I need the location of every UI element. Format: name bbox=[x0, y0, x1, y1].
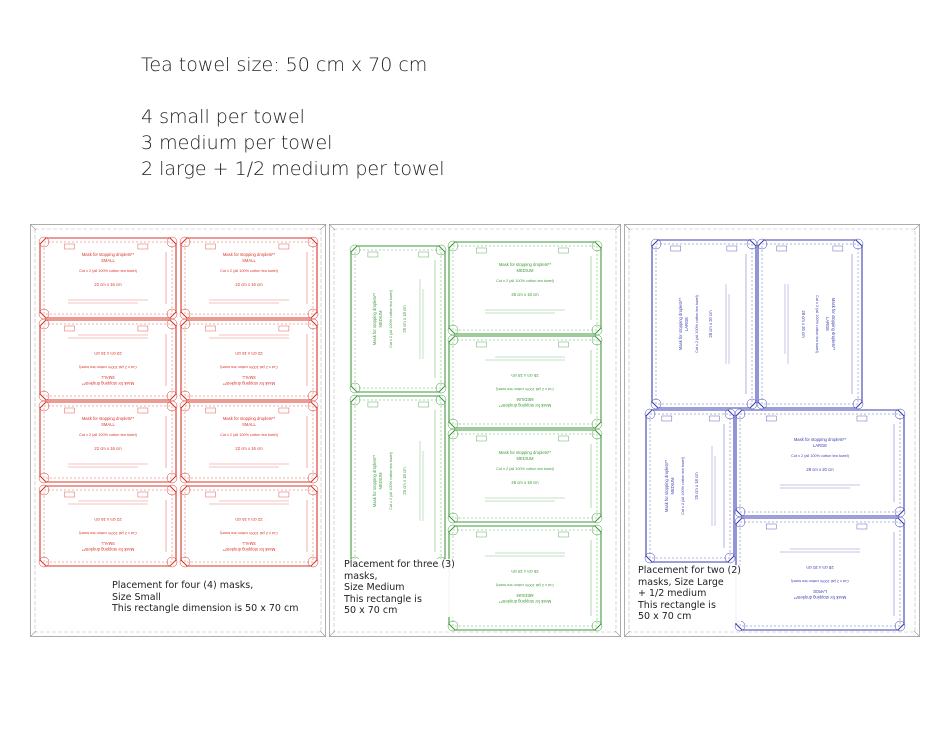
pleat-mark bbox=[64, 408, 74, 413]
mask-label-text: 22 cm x 16 cm bbox=[94, 446, 122, 451]
caption-line: Size Small bbox=[112, 591, 161, 603]
pleat-mark bbox=[64, 326, 74, 331]
mask-label-text: SMALL bbox=[242, 375, 256, 380]
mask-pattern-piece bbox=[448, 429, 602, 523]
mask-label-text: 28 cm x 20 cm bbox=[806, 467, 834, 472]
caption-line: Placement for four (4) masks, bbox=[112, 580, 254, 591]
pleat-mark bbox=[558, 342, 568, 347]
pleat-mark bbox=[138, 492, 148, 497]
small-mask-layout bbox=[30, 224, 326, 637]
mask-label-text: Mask for stopping droplets** bbox=[793, 595, 847, 600]
pleat-mark bbox=[766, 416, 776, 421]
medium-per-towel-line: 3 medium per towel bbox=[141, 132, 333, 154]
mask-label-text: Cut x 2 (all 100% cotton tea towel) bbox=[496, 279, 554, 283]
mask-label-text: Mask for stopping droplets** bbox=[678, 297, 683, 351]
seam-allowance bbox=[740, 414, 900, 512]
mask-outline bbox=[351, 246, 445, 392]
mask-label-text: Mask for stopping droplets** bbox=[372, 292, 377, 346]
seam-allowance bbox=[453, 340, 597, 424]
mask-label-text: MEDIUM bbox=[516, 593, 534, 598]
seam-allowance bbox=[656, 244, 752, 404]
corner-mark bbox=[624, 631, 630, 637]
seam-allowance bbox=[453, 434, 597, 518]
mask-pattern-piece bbox=[39, 401, 177, 483]
mask-outline bbox=[40, 238, 176, 318]
mask-outline bbox=[652, 240, 756, 408]
mask-label-text: MEDIUM bbox=[516, 397, 534, 402]
mask-label-group bbox=[780, 549, 860, 600]
mask-label-text: Mask for stopping droplets** bbox=[793, 437, 847, 442]
mask-label-text: MEDIUM bbox=[378, 472, 383, 490]
mask-pattern-piece bbox=[180, 401, 318, 483]
mask-label-text: SMALL bbox=[101, 541, 115, 546]
mask-label-text: Cut x 2 (all 100% cotton tea towel) bbox=[791, 454, 849, 458]
mask-label-text: Cut x 2 (all 100% cotton tea towel) bbox=[389, 290, 393, 348]
pleat-mark bbox=[368, 252, 378, 257]
seam-allowance bbox=[650, 414, 730, 558]
pleat-mark bbox=[558, 436, 568, 441]
pleat-mark bbox=[857, 416, 867, 421]
mask-outline bbox=[736, 410, 904, 516]
pleat-mark bbox=[766, 524, 776, 529]
mask-label-text: Cut x 2 (all 100% cotton tea towel) bbox=[220, 269, 278, 273]
mask-outline bbox=[758, 240, 862, 408]
mask-label-text: 22 cm x 16 cm bbox=[94, 351, 122, 356]
outer-frame bbox=[31, 225, 326, 637]
medium-placement-sheet bbox=[329, 224, 621, 637]
mask-pattern-piece bbox=[735, 409, 905, 517]
mask-outline bbox=[40, 320, 176, 400]
seam-allowance bbox=[762, 244, 858, 404]
mask-label-text: Cut x 2 (all 100% cotton tea towel) bbox=[79, 365, 137, 369]
mask-label-group bbox=[372, 279, 423, 359]
mask-label-text: Cut x 2 (all 100% cotton tea towel) bbox=[791, 579, 849, 583]
pleat-mark bbox=[671, 246, 681, 251]
pleat-mark bbox=[662, 416, 672, 421]
pleat-mark bbox=[138, 326, 148, 331]
corner-mark bbox=[914, 631, 920, 637]
mask-outline bbox=[181, 486, 317, 566]
mask-label-group bbox=[209, 416, 289, 467]
pleat-mark bbox=[558, 532, 568, 537]
mask-label-text: SMALL bbox=[101, 422, 115, 427]
mask-label-text: SMALL bbox=[242, 422, 256, 427]
mask-outline bbox=[736, 518, 904, 630]
mask-label-group bbox=[209, 252, 289, 303]
mask-pattern-piece bbox=[448, 241, 602, 335]
mask-outline bbox=[181, 238, 317, 318]
caption-line: 50 x 70 cm bbox=[344, 605, 398, 616]
mask-label-text: Cut x 2 (all 100% cotton tea towel) bbox=[79, 531, 137, 535]
mask-outline bbox=[449, 336, 601, 428]
mask-label-text: Cut x 2 (all 100% cotton tea towel) bbox=[695, 295, 699, 353]
mask-pattern-piece bbox=[735, 517, 905, 631]
mask-label-text: 28 cm x 20 cm bbox=[801, 310, 806, 338]
mask-label-text: 25 cm x 18 cm bbox=[511, 569, 539, 574]
medium-placement-caption bbox=[344, 559, 455, 617]
caption-line: masks, Size Large bbox=[638, 576, 724, 588]
caption-line: This rectangle dimension is 50 x 70 cm bbox=[112, 603, 299, 614]
small-per-towel-line: 4 small per towel bbox=[141, 106, 305, 128]
mask-label-text: Mask for stopping droplets** bbox=[222, 547, 276, 552]
pleat-mark bbox=[419, 402, 429, 407]
mask-label-group bbox=[485, 450, 565, 501]
mask-pattern-piece bbox=[350, 395, 446, 567]
caption-line: This rectangle is bbox=[344, 593, 422, 605]
mask-label-group bbox=[209, 501, 289, 552]
mask-outline bbox=[181, 320, 317, 400]
mask-label-group bbox=[780, 437, 860, 488]
mask-label-text: 25 cm x 18 cm bbox=[694, 472, 699, 500]
mask-label-text: Mask for stopping droplets** bbox=[498, 450, 552, 455]
pleat-mark bbox=[709, 416, 719, 421]
corner-mark bbox=[615, 631, 621, 637]
mask-pattern-piece bbox=[651, 239, 757, 409]
pleat-mark bbox=[205, 408, 215, 413]
mask-label-text: Cut x 2 (all 100% cotton tea towel) bbox=[815, 295, 819, 353]
mask-label-text: Mask for stopping droplets** bbox=[81, 416, 135, 421]
mask-label-text: MEDIUM bbox=[516, 456, 534, 461]
mask-label-text: LARGE bbox=[812, 589, 828, 594]
mask-label-text: 22 cm x 16 cm bbox=[235, 282, 263, 287]
mask-label-text: Mask for stopping droplets** bbox=[498, 262, 552, 267]
mask-label-text: Mask for stopping droplets** bbox=[81, 252, 135, 257]
mask-label-text: 22 cm x 16 cm bbox=[235, 517, 263, 522]
mask-label-text: 25 cm x 18 cm bbox=[511, 480, 539, 485]
mask-label-group bbox=[485, 262, 565, 313]
mask-pattern-piece bbox=[39, 485, 177, 567]
mask-label-group bbox=[678, 284, 729, 364]
caption-line: Placement for three (3) bbox=[344, 559, 455, 570]
mask-label-group bbox=[68, 501, 148, 552]
page-header bbox=[141, 52, 445, 182]
caption-line: Size Medium bbox=[344, 582, 405, 593]
mask-label-text: SMALL bbox=[242, 258, 256, 263]
mask-label-group bbox=[485, 553, 565, 604]
mask-label-group bbox=[664, 446, 715, 526]
mask-label-group bbox=[485, 357, 565, 408]
mask-label-text: Cut x 2 (all 100% cotton tea towel) bbox=[496, 467, 554, 471]
mask-label-text: LARGE bbox=[812, 443, 828, 448]
mask-label-text: 22 cm x 16 cm bbox=[235, 446, 263, 451]
pleat-mark bbox=[558, 248, 568, 253]
mask-pattern-piece bbox=[757, 239, 863, 409]
pleat-mark bbox=[476, 342, 486, 347]
mask-label-text: LARGE bbox=[684, 316, 689, 332]
pleat-mark bbox=[205, 492, 215, 497]
large-per-towel-line: 2 large + 1/2 medium per towel bbox=[141, 158, 445, 180]
pleat-mark bbox=[368, 402, 378, 407]
caption-line: + 1/2 medium bbox=[638, 588, 707, 599]
mask-label-text: SMALL bbox=[242, 541, 256, 546]
mask-label-text: 25 cm x 18 cm bbox=[511, 373, 539, 378]
pleat-mark bbox=[279, 244, 289, 249]
caption-line: 50 x 70 cm bbox=[638, 611, 692, 622]
pleat-mark bbox=[138, 408, 148, 413]
mask-label-text: Mask for stopping droplets** bbox=[664, 459, 669, 513]
small-placement-caption bbox=[112, 580, 298, 615]
mask-pattern-piece bbox=[180, 485, 318, 567]
mask-label-text: MEDIUM bbox=[670, 477, 675, 495]
mask-outline bbox=[181, 402, 317, 482]
pleat-mark bbox=[64, 492, 74, 497]
mask-label-text: Mask for stopping droplets** bbox=[81, 381, 135, 386]
pleat-mark bbox=[476, 248, 486, 253]
mask-label-group bbox=[209, 335, 289, 386]
mask-label-text: MEDIUM bbox=[516, 268, 534, 273]
pleat-mark bbox=[419, 252, 429, 257]
mask-outline bbox=[449, 526, 601, 630]
small-placement-sheet bbox=[30, 224, 326, 637]
seam-allowance bbox=[355, 250, 441, 388]
mask-outline bbox=[449, 430, 601, 522]
large-placement-sheet bbox=[624, 224, 920, 637]
inner-dashed-frame bbox=[35, 229, 321, 632]
pleat-mark bbox=[205, 326, 215, 331]
mask-label-group bbox=[372, 441, 423, 521]
mask-label-text: Cut x 2 (all 100% cotton tea towel) bbox=[220, 531, 278, 535]
pleat-mark bbox=[64, 244, 74, 249]
mask-label-text: Cut x 2 (all 100% cotton tea towel) bbox=[681, 457, 685, 515]
mask-label-text: 22 cm x 16 cm bbox=[235, 351, 263, 356]
mask-pattern-piece bbox=[180, 319, 318, 401]
mask-label-text: Cut x 2 (all 100% cotton tea towel) bbox=[496, 583, 554, 587]
mask-outline bbox=[40, 486, 176, 566]
mask-label-text: Cut x 2 (all 100% cotton tea towel) bbox=[79, 269, 137, 273]
pleat-mark bbox=[727, 246, 737, 251]
mask-label-text: 25 cm x 18 cm bbox=[402, 467, 407, 495]
mask-label-text: Cut x 2 (all 100% cotton tea towel) bbox=[220, 433, 278, 437]
mask-label-text: SMALL bbox=[101, 258, 115, 263]
large-placement-caption bbox=[638, 565, 741, 623]
seam-allowance bbox=[740, 522, 900, 626]
caption-line: Placement for two (2) bbox=[638, 565, 741, 576]
mask-label-text: Cut x 2 (all 100% cotton tea towel) bbox=[389, 452, 393, 510]
mask-label-text: Mask for stopping droplets** bbox=[498, 403, 552, 408]
mask-pattern-piece bbox=[645, 409, 735, 563]
mask-label-text: 28 cm x 20 cm bbox=[708, 310, 713, 338]
mask-label-text: Mask for stopping droplets** bbox=[222, 381, 276, 386]
mask-pattern-piece bbox=[180, 237, 318, 319]
mask-outline bbox=[646, 410, 734, 562]
mask-label-text: 28 cm x 20 cm bbox=[806, 565, 834, 570]
pleat-mark bbox=[476, 436, 486, 441]
mask-pattern-piece bbox=[39, 237, 177, 319]
mask-label-text: 25 cm x 18 cm bbox=[511, 292, 539, 297]
pleat-mark bbox=[279, 492, 289, 497]
mask-label-text: Cut x 2 (all 100% cotton tea towel) bbox=[496, 387, 554, 391]
mask-label-group bbox=[785, 284, 836, 364]
mask-label-text: Cut x 2 (all 100% cotton tea towel) bbox=[220, 365, 278, 369]
mask-pattern-piece bbox=[448, 525, 602, 631]
mask-label-group bbox=[68, 252, 148, 303]
mask-label-text: 22 cm x 16 cm bbox=[94, 282, 122, 287]
seam-allowance bbox=[355, 400, 441, 562]
mask-label-text: Mask for stopping droplets** bbox=[222, 416, 276, 421]
mask-label-text: Mask for stopping droplets** bbox=[81, 547, 135, 552]
pleat-mark bbox=[279, 408, 289, 413]
mask-label-text: Mask for stopping droplets** bbox=[498, 599, 552, 604]
pleat-mark bbox=[205, 244, 215, 249]
mask-label-text: 22 cm x 16 cm bbox=[94, 517, 122, 522]
mask-pattern-piece bbox=[448, 335, 602, 429]
pleat-mark bbox=[279, 326, 289, 331]
mask-label-text: Mask for stopping droplets** bbox=[831, 297, 836, 351]
mask-label-text: Mask for stopping droplets** bbox=[372, 454, 377, 508]
pleat-mark bbox=[777, 246, 787, 251]
tea-towel-size-title: Tea towel size: 50 cm x 70 cm bbox=[141, 54, 428, 76]
mask-label-text: LARGE bbox=[825, 316, 830, 332]
mask-pattern-piece bbox=[350, 245, 446, 393]
mask-label-text: Cut x 2 (all 100% cotton tea towel) bbox=[79, 433, 137, 437]
mask-label-text: 25 cm x 18 cm bbox=[402, 305, 407, 333]
pleat-mark bbox=[476, 532, 486, 537]
pleat-mark bbox=[138, 244, 148, 249]
mask-outline bbox=[449, 242, 601, 334]
mask-label-group bbox=[68, 416, 148, 467]
seam-allowance bbox=[453, 530, 597, 626]
mask-label-text: Mask for stopping droplets** bbox=[222, 252, 276, 257]
caption-line: masks, bbox=[344, 570, 378, 582]
mask-label-text: MEDIUM bbox=[378, 310, 383, 328]
caption-line: This rectangle is bbox=[638, 599, 716, 611]
seam-allowance bbox=[453, 246, 597, 330]
mask-outline bbox=[40, 402, 176, 482]
mask-pattern-piece bbox=[39, 319, 177, 401]
pleat-mark bbox=[857, 524, 867, 529]
mask-outline bbox=[351, 396, 445, 566]
mask-label-text: SMALL bbox=[101, 375, 115, 380]
pleat-mark bbox=[833, 246, 843, 251]
mask-label-group bbox=[68, 335, 148, 386]
